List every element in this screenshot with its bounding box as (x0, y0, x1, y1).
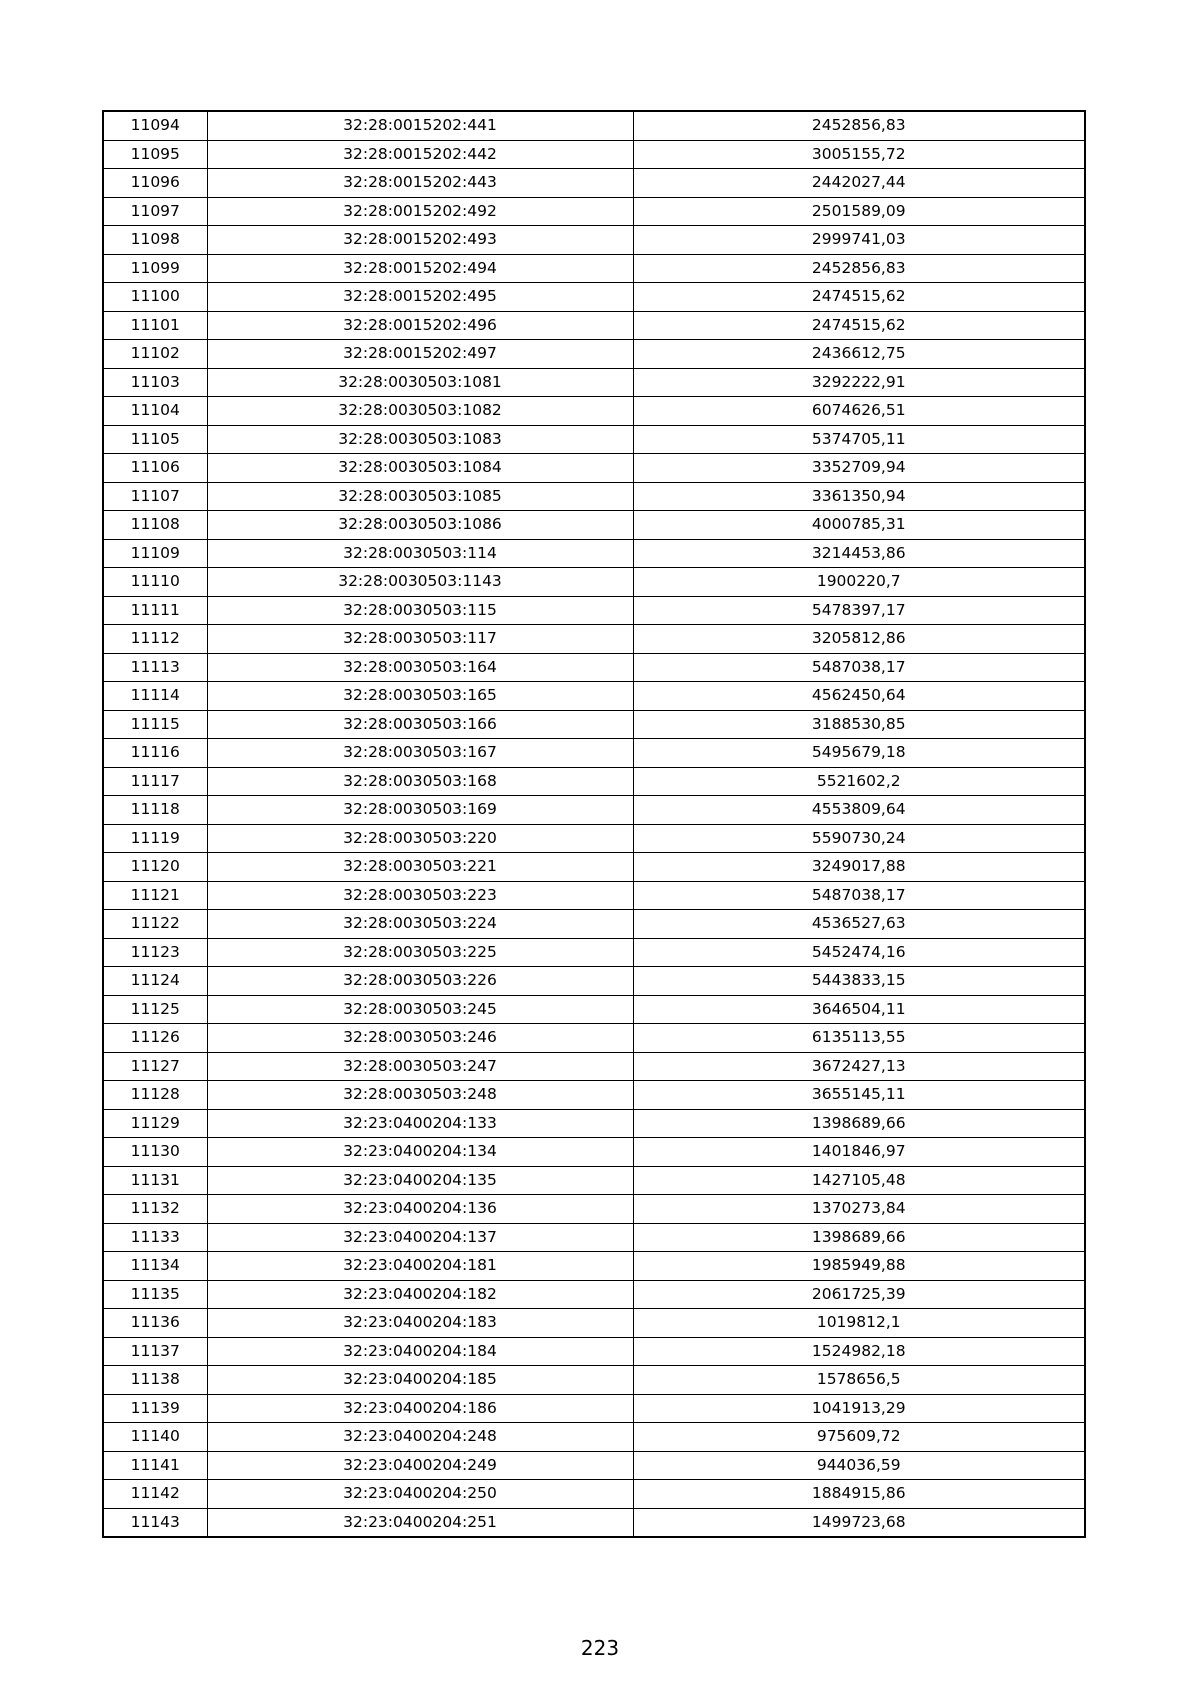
row-number-cell: 11108 (103, 511, 207, 540)
table-row (103, 1223, 1085, 1252)
row-number-cell: 11129 (103, 1109, 207, 1138)
table-row (103, 1309, 1085, 1338)
table-row (103, 169, 1085, 198)
value-cell: 1524982,18 (633, 1337, 1085, 1366)
table-row (103, 625, 1085, 654)
table-row (103, 796, 1085, 825)
row-number-cell: 11121 (103, 881, 207, 910)
row-number-cell: 11126 (103, 1024, 207, 1053)
value-cell: 1884915,86 (633, 1480, 1085, 1509)
row-number-cell: 11122 (103, 910, 207, 939)
value-cell: 5521602,2 (633, 767, 1085, 796)
cadastral-number-cell: 32:28:0030503:1084 (207, 454, 633, 483)
table-row (103, 995, 1085, 1024)
row-number-cell: 11120 (103, 853, 207, 882)
value-cell: 1900220,7 (633, 568, 1085, 597)
row-number-cell: 11139 (103, 1394, 207, 1423)
row-number-cell: 11104 (103, 397, 207, 426)
value-cell: 944036,59 (633, 1451, 1085, 1480)
cadastral-number-cell: 32:23:0400204:248 (207, 1423, 633, 1452)
cadastral-number-cell: 32:28:0015202:441 (207, 111, 633, 140)
table-row (103, 568, 1085, 597)
value-cell: 1370273,84 (633, 1195, 1085, 1224)
data-table (102, 110, 1086, 1538)
row-number-cell: 11143 (103, 1508, 207, 1537)
row-number-cell: 11136 (103, 1309, 207, 1338)
row-number-cell: 11128 (103, 1081, 207, 1110)
table-body (103, 111, 1085, 1537)
table-row (103, 368, 1085, 397)
table-row (103, 1508, 1085, 1537)
cadastral-number-cell: 32:23:0400204:251 (207, 1508, 633, 1537)
cadastral-number-cell: 32:28:0030503:220 (207, 824, 633, 853)
cadastral-number-cell: 32:23:0400204:135 (207, 1166, 633, 1195)
table-row (103, 340, 1085, 369)
table-row (103, 682, 1085, 711)
value-cell: 4000785,31 (633, 511, 1085, 540)
cadastral-number-cell: 32:23:0400204:185 (207, 1366, 633, 1395)
value-cell: 3292222,91 (633, 368, 1085, 397)
cadastral-number-cell: 32:23:0400204:184 (207, 1337, 633, 1366)
value-cell: 1041913,29 (633, 1394, 1085, 1423)
cadastral-number-cell: 32:23:0400204:137 (207, 1223, 633, 1252)
table-row (103, 1052, 1085, 1081)
row-number-cell: 11099 (103, 254, 207, 283)
table-row (103, 881, 1085, 910)
row-number-cell: 11140 (103, 1423, 207, 1452)
row-number-cell: 11098 (103, 226, 207, 255)
table-row (103, 767, 1085, 796)
value-cell: 975609,72 (633, 1423, 1085, 1452)
cadastral-number-cell: 32:28:0030503:247 (207, 1052, 633, 1081)
table-row (103, 397, 1085, 426)
table-row (103, 1024, 1085, 1053)
table-row (103, 1166, 1085, 1195)
table-row (103, 1195, 1085, 1224)
table-row (103, 653, 1085, 682)
table-row (103, 1280, 1085, 1309)
row-number-cell: 11106 (103, 454, 207, 483)
table-row (103, 1337, 1085, 1366)
row-number-cell: 11141 (103, 1451, 207, 1480)
row-number-cell: 11105 (103, 425, 207, 454)
table-row (103, 1423, 1085, 1452)
cadastral-number-cell: 32:28:0015202:495 (207, 283, 633, 312)
value-cell: 1985949,88 (633, 1252, 1085, 1281)
table-row (103, 1252, 1085, 1281)
value-cell: 3352709,94 (633, 454, 1085, 483)
table-row (103, 140, 1085, 169)
cadastral-number-cell: 32:23:0400204:136 (207, 1195, 633, 1224)
value-cell: 5487038,17 (633, 653, 1085, 682)
cadastral-number-cell: 32:28:0030503:1081 (207, 368, 633, 397)
table-row (103, 197, 1085, 226)
value-cell: 1019812,1 (633, 1309, 1085, 1338)
row-number-cell: 11107 (103, 482, 207, 511)
row-number-cell: 11115 (103, 710, 207, 739)
table-row (103, 710, 1085, 739)
table-row (103, 967, 1085, 996)
cadastral-number-cell: 32:28:0030503:223 (207, 881, 633, 910)
value-cell: 5452474,16 (633, 938, 1085, 967)
value-cell: 5374705,11 (633, 425, 1085, 454)
value-cell: 2061725,39 (633, 1280, 1085, 1309)
cadastral-number-cell: 32:28:0030503:169 (207, 796, 633, 825)
table-row (103, 596, 1085, 625)
cadastral-number-cell: 32:28:0030503:1082 (207, 397, 633, 426)
cadastral-number-cell: 32:28:0030503:166 (207, 710, 633, 739)
table-row (103, 539, 1085, 568)
row-number-cell: 11135 (103, 1280, 207, 1309)
table-row (103, 482, 1085, 511)
row-number-cell: 11133 (103, 1223, 207, 1252)
row-number-cell: 11113 (103, 653, 207, 682)
row-number-cell: 11137 (103, 1337, 207, 1366)
value-cell: 3361350,94 (633, 482, 1085, 511)
row-number-cell: 11109 (103, 539, 207, 568)
row-number-cell: 11102 (103, 340, 207, 369)
cadastral-number-cell: 32:28:0015202:497 (207, 340, 633, 369)
table-row (103, 1394, 1085, 1423)
value-cell: 3672427,13 (633, 1052, 1085, 1081)
row-number-cell: 11127 (103, 1052, 207, 1081)
value-cell: 3214453,86 (633, 539, 1085, 568)
row-number-cell: 11103 (103, 368, 207, 397)
value-cell: 5590730,24 (633, 824, 1085, 853)
value-cell: 1398689,66 (633, 1223, 1085, 1252)
value-cell: 4536527,63 (633, 910, 1085, 939)
table-row (103, 511, 1085, 540)
row-number-cell: 11094 (103, 111, 207, 140)
value-cell: 6074626,51 (633, 397, 1085, 426)
row-number-cell: 11138 (103, 1366, 207, 1395)
value-cell: 2442027,44 (633, 169, 1085, 198)
value-cell: 2452856,83 (633, 254, 1085, 283)
value-cell: 5478397,17 (633, 596, 1085, 625)
row-number-cell: 11118 (103, 796, 207, 825)
table-row (103, 425, 1085, 454)
cadastral-number-cell: 32:23:0400204:181 (207, 1252, 633, 1281)
row-number-cell: 11095 (103, 140, 207, 169)
value-cell: 3205812,86 (633, 625, 1085, 654)
value-cell: 4562450,64 (633, 682, 1085, 711)
cadastral-number-cell: 32:28:0030503:167 (207, 739, 633, 768)
table-row (103, 283, 1085, 312)
value-cell: 5487038,17 (633, 881, 1085, 910)
cadastral-number-cell: 32:28:0015202:496 (207, 311, 633, 340)
value-cell: 3188530,85 (633, 710, 1085, 739)
cadastral-number-cell: 32:23:0400204:134 (207, 1138, 633, 1167)
value-cell: 3249017,88 (633, 853, 1085, 882)
value-cell: 2999741,03 (633, 226, 1085, 255)
value-cell: 1578656,5 (633, 1366, 1085, 1395)
value-cell: 1398689,66 (633, 1109, 1085, 1138)
value-cell: 2452856,83 (633, 111, 1085, 140)
row-number-cell: 11111 (103, 596, 207, 625)
value-cell: 2436612,75 (633, 340, 1085, 369)
value-cell: 3005155,72 (633, 140, 1085, 169)
row-number-cell: 11123 (103, 938, 207, 967)
row-number-cell: 11125 (103, 995, 207, 1024)
cadastral-number-cell: 32:28:0015202:493 (207, 226, 633, 255)
cadastral-number-cell: 32:28:0030503:168 (207, 767, 633, 796)
row-number-cell: 11132 (103, 1195, 207, 1224)
table-row (103, 254, 1085, 283)
table-row (103, 1480, 1085, 1509)
cadastral-number-cell: 32:28:0030503:248 (207, 1081, 633, 1110)
value-cell: 1499723,68 (633, 1508, 1085, 1537)
cadastral-number-cell: 32:23:0400204:249 (207, 1451, 633, 1480)
table-row (103, 1451, 1085, 1480)
table-row (103, 1081, 1085, 1110)
row-number-cell: 11096 (103, 169, 207, 198)
cadastral-number-cell: 32:23:0400204:183 (207, 1309, 633, 1338)
cadastral-number-cell: 32:28:0030503:117 (207, 625, 633, 654)
table-row (103, 111, 1085, 140)
table-row (103, 938, 1085, 967)
cadastral-number-cell: 32:28:0030503:225 (207, 938, 633, 967)
row-number-cell: 11114 (103, 682, 207, 711)
row-number-cell: 11124 (103, 967, 207, 996)
value-cell: 2474515,62 (633, 311, 1085, 340)
cadastral-number-cell: 32:28:0015202:443 (207, 169, 633, 198)
cadastral-number-cell: 32:28:0030503:226 (207, 967, 633, 996)
table-row (103, 226, 1085, 255)
cadastral-number-cell: 32:28:0015202:494 (207, 254, 633, 283)
row-number-cell: 11112 (103, 625, 207, 654)
row-number-cell: 11119 (103, 824, 207, 853)
cadastral-number-cell: 32:23:0400204:133 (207, 1109, 633, 1138)
page-number: 223 (580, 1636, 620, 1660)
value-cell: 1427105,48 (633, 1166, 1085, 1195)
row-number-cell: 11100 (103, 283, 207, 312)
cadastral-number-cell: 32:28:0030503:164 (207, 653, 633, 682)
value-cell: 3646504,11 (633, 995, 1085, 1024)
row-number-cell: 11134 (103, 1252, 207, 1281)
table-row (103, 1109, 1085, 1138)
table-row (103, 1138, 1085, 1167)
table-row (103, 853, 1085, 882)
value-cell: 6135113,55 (633, 1024, 1085, 1053)
cadastral-number-cell: 32:28:0015202:442 (207, 140, 633, 169)
value-cell: 5443833,15 (633, 967, 1085, 996)
row-number-cell: 11131 (103, 1166, 207, 1195)
row-number-cell: 11110 (103, 568, 207, 597)
row-number-cell: 11130 (103, 1138, 207, 1167)
row-number-cell: 11116 (103, 739, 207, 768)
table-row (103, 311, 1085, 340)
value-cell: 1401846,97 (633, 1138, 1085, 1167)
value-cell: 2474515,62 (633, 283, 1085, 312)
cadastral-number-cell: 32:28:0030503:165 (207, 682, 633, 711)
value-cell: 2501589,09 (633, 197, 1085, 226)
cadastral-number-cell: 32:28:0030503:1083 (207, 425, 633, 454)
table-row (103, 454, 1085, 483)
row-number-cell: 11142 (103, 1480, 207, 1509)
cadastral-number-cell: 32:28:0030503:224 (207, 910, 633, 939)
row-number-cell: 11117 (103, 767, 207, 796)
cadastral-number-cell: 32:28:0030503:115 (207, 596, 633, 625)
value-cell: 5495679,18 (633, 739, 1085, 768)
cadastral-number-cell: 32:28:0030503:1086 (207, 511, 633, 540)
cadastral-number-cell: 32:28:0030503:1143 (207, 568, 633, 597)
table-row (103, 824, 1085, 853)
cadastral-number-cell: 32:23:0400204:182 (207, 1280, 633, 1309)
cadastral-number-cell: 32:28:0030503:246 (207, 1024, 633, 1053)
value-cell: 4553809,64 (633, 796, 1085, 825)
cadastral-number-cell: 32:28:0015202:492 (207, 197, 633, 226)
cadastral-number-cell: 32:28:0030503:245 (207, 995, 633, 1024)
table-row (103, 910, 1085, 939)
row-number-cell: 11097 (103, 197, 207, 226)
row-number-cell: 11101 (103, 311, 207, 340)
cadastral-number-cell: 32:28:0030503:1085 (207, 482, 633, 511)
cadastral-number-cell: 32:28:0030503:221 (207, 853, 633, 882)
table-row (103, 739, 1085, 768)
table-row (103, 1366, 1085, 1395)
cadastral-number-cell: 32:28:0030503:114 (207, 539, 633, 568)
cadastral-number-cell: 32:23:0400204:186 (207, 1394, 633, 1423)
cadastral-number-cell: 32:23:0400204:250 (207, 1480, 633, 1509)
value-cell: 3655145,11 (633, 1081, 1085, 1110)
